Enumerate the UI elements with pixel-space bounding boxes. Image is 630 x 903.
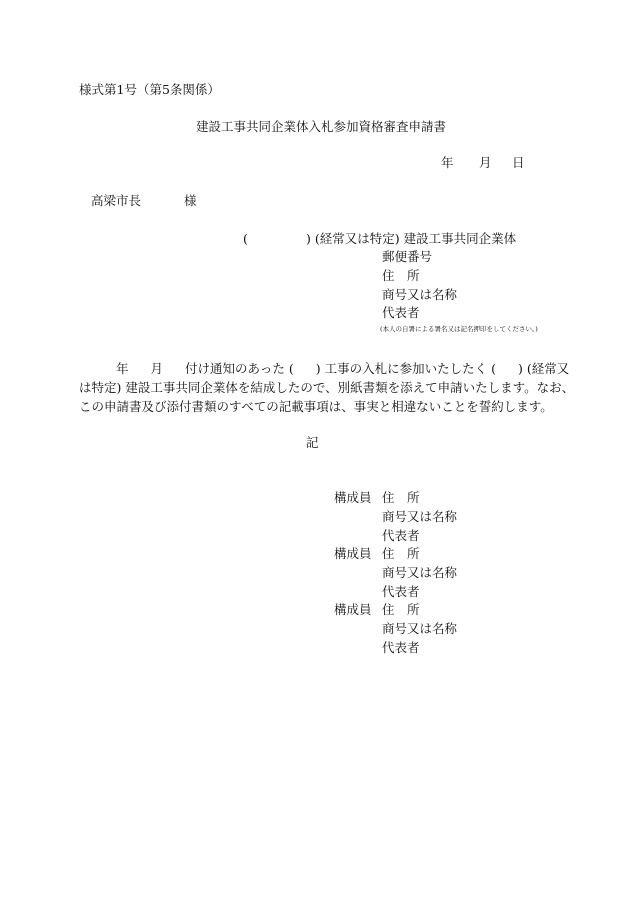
applicant-representative-label: 代表者 (382, 305, 420, 320)
member-2-label: 構成員 (334, 546, 372, 561)
ki-heading: 記 (306, 435, 319, 450)
statement-year: 年 (116, 361, 129, 376)
statement-line-1 (79, 359, 570, 378)
statement-line-2: は特定) 建設工事共同企業体を結成したので、別紙書類を添えて申請いたします。なお、 (79, 380, 575, 395)
date-day-label: 日 (512, 155, 525, 170)
application-statement (79, 359, 575, 416)
applicant-company-name-label: 商号又は名称 (382, 287, 458, 302)
member-3-company-name-label: 商号又は名称 (382, 621, 458, 636)
member-3-address-label: 住 所 (382, 602, 420, 617)
statement-part-c: ) (経常又 (517, 361, 570, 376)
member-3-representative-label: 代表者 (382, 640, 420, 655)
date-month-label: 月 (479, 155, 492, 170)
member-2-company-name-label: 商号又は名称 (382, 565, 458, 580)
member-1-address-label: 住 所 (382, 490, 420, 505)
addressee-name: 高梁市長 (91, 193, 142, 208)
addressee-suffix: 様 (184, 193, 197, 208)
date-year-label: 年 (441, 155, 454, 170)
member-2-address-label: 住 所 (382, 546, 420, 561)
document-title: 建設工事共同企業体入札参加資格審査申請書 (196, 119, 447, 134)
member-1-company-name-label: 商号又は名称 (382, 509, 458, 524)
applicant-postal-code-label: 郵便番号 (382, 249, 433, 264)
statement-line-3: この申請書及び添付書類のすべての記載事項は、事実と相違ないことを誓約します。 (79, 399, 553, 414)
form-number: 様式第1号（第5条関係） (79, 82, 220, 97)
signature-note: (本人の自署による署名又は記名押印をしてください。) (380, 325, 538, 333)
applicant-jv-label: ) (経常又は特定) 建設工事共同企業体 (306, 231, 517, 246)
member-1-label: 構成員 (334, 490, 372, 505)
member-2-representative-label: 代表者 (382, 584, 420, 599)
member-3-label: 構成員 (334, 602, 372, 617)
applicant-address-label: 住 所 (382, 268, 420, 283)
statement-month: 月 (150, 361, 164, 376)
applicant-paren-open: ( (243, 231, 248, 246)
member-1-representative-label: 代表者 (382, 528, 420, 543)
statement-part-a: 付け通知のあった ( (185, 361, 294, 376)
statement-part-b: ) 工事の入札に参加いたしたく ( (315, 361, 496, 376)
